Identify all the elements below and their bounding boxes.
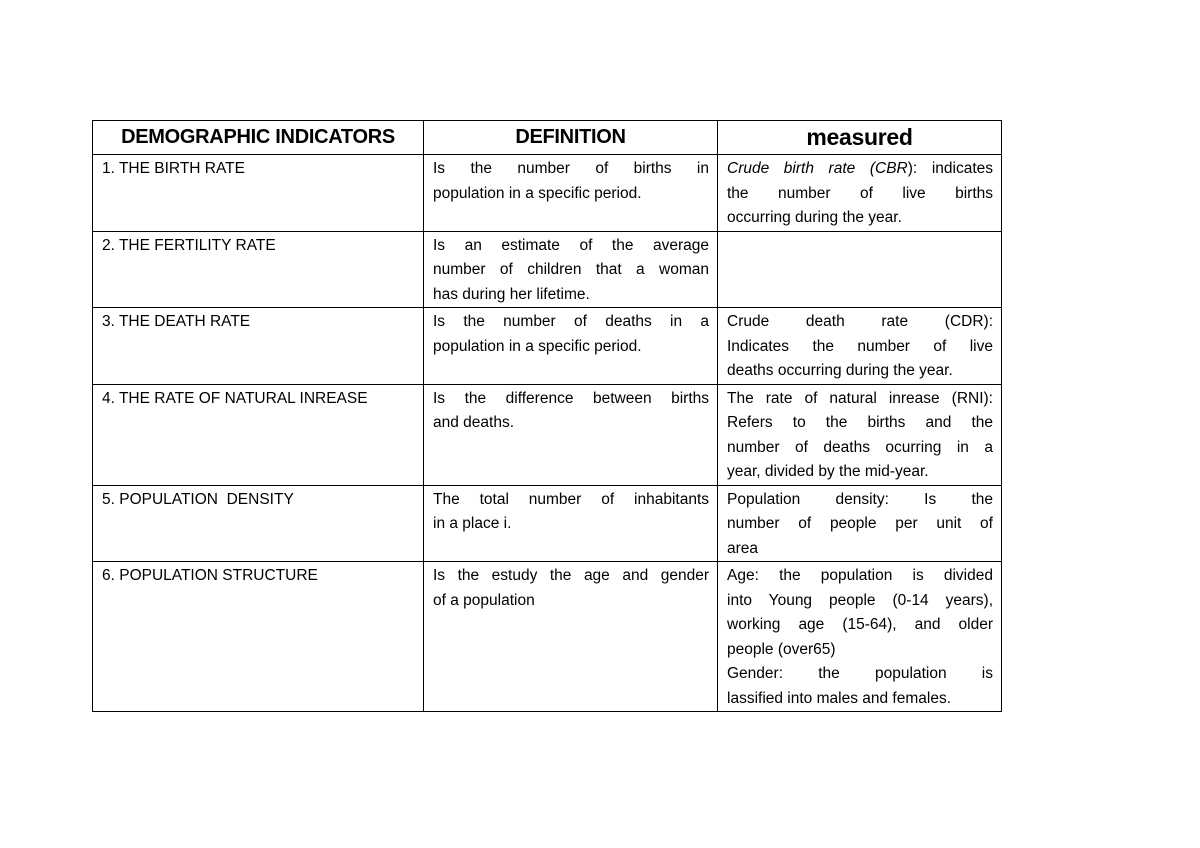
measured-cell [718,384,1002,485]
definition-line: number of children that a woman [433,261,709,278]
definition-cell [424,562,718,712]
measured-line: lassified into males and females. [727,689,952,707]
table-row [93,485,1002,562]
definition-line: Is the number of births in [433,160,709,177]
measured-line: Gender: the population is [727,665,993,682]
definition-line: in a place i. [433,515,512,532]
measured-line: The rate of natural inrease (RNI): [727,389,993,407]
demographic-indicators-table [92,120,1002,712]
measured-line: Population density: Is the [727,490,993,508]
definition-line: Is an estimate of the average [433,236,709,254]
table-row [93,384,1002,485]
measured-line: Indicates the number of live [727,337,993,355]
indicator-cell: 2. THE FERTILITY RATE [93,231,424,308]
definition-cell [424,308,718,385]
table-row [93,562,1002,712]
measured-line: number of people per unit of [727,515,993,532]
measured-line: working age (15-64), and older [727,616,993,633]
indicator-cell: 3. THE DEATH RATE [93,308,424,385]
definition-cell [424,155,718,232]
measured-line: number of deaths ocurring in a [727,438,993,456]
measured-cell [718,231,1002,308]
measured-line: into Young people (0-14 years), [727,591,993,609]
measured-italic-term: Crude birth rate (CBR [727,160,908,177]
measured-text: ): indicates [907,160,994,177]
definition-line: Is the estudy the age and gender [433,567,709,584]
measured-line: year, divided by the mid-year. [727,463,929,480]
table-row [93,231,1002,308]
measured-line: people (over65) [727,640,836,658]
measured-line: the number of live births [727,184,993,202]
measured-line: deaths occurring during the year. [727,362,953,379]
table-row [93,155,1002,232]
measured-cell [718,485,1002,562]
measured-cell [718,562,1002,712]
definition-cell [424,384,718,485]
measured-line [727,157,993,182]
definition-cell [424,231,718,308]
definition-line: of a population [433,591,535,609]
measured-line: Crude death rate (CDR): [727,313,993,330]
measured-line: area [727,539,759,557]
measured-line: Refers to the births and the [727,414,993,431]
header-measured: measured [718,121,1002,155]
header-indicators: DEMOGRAPHIC INDICATORS [93,121,424,155]
measured-line: occurring during the year. [727,209,902,226]
definition-line: and deaths. [433,414,515,431]
measured-cell [718,155,1002,232]
definition-line: The total number of inhabitants [433,490,709,508]
definition-line: has during her lifetime. [433,285,590,303]
measured-line: Age: the population is divided [727,567,993,584]
indicator-cell: 6. POPULATION STRUCTURE [93,562,424,712]
indicator-cell: 1. THE BIRTH RATE [93,155,424,232]
indicator-cell: 4. THE RATE OF NATURAL INREASE [93,384,424,485]
definition-cell [424,485,718,562]
header-definition: DEFINITION [424,121,718,155]
indicator-cell: 5. POPULATION DENSITY [93,485,424,562]
measured-cell [718,308,1002,385]
definition-line: Is the number of deaths in a [433,313,709,330]
table-row [93,308,1002,385]
definition-line: population in a specific period. [433,337,642,355]
definition-line: Is the difference between births [433,389,709,407]
table-header-row [93,121,1002,155]
definition-line: population in a specific period. [433,184,642,202]
